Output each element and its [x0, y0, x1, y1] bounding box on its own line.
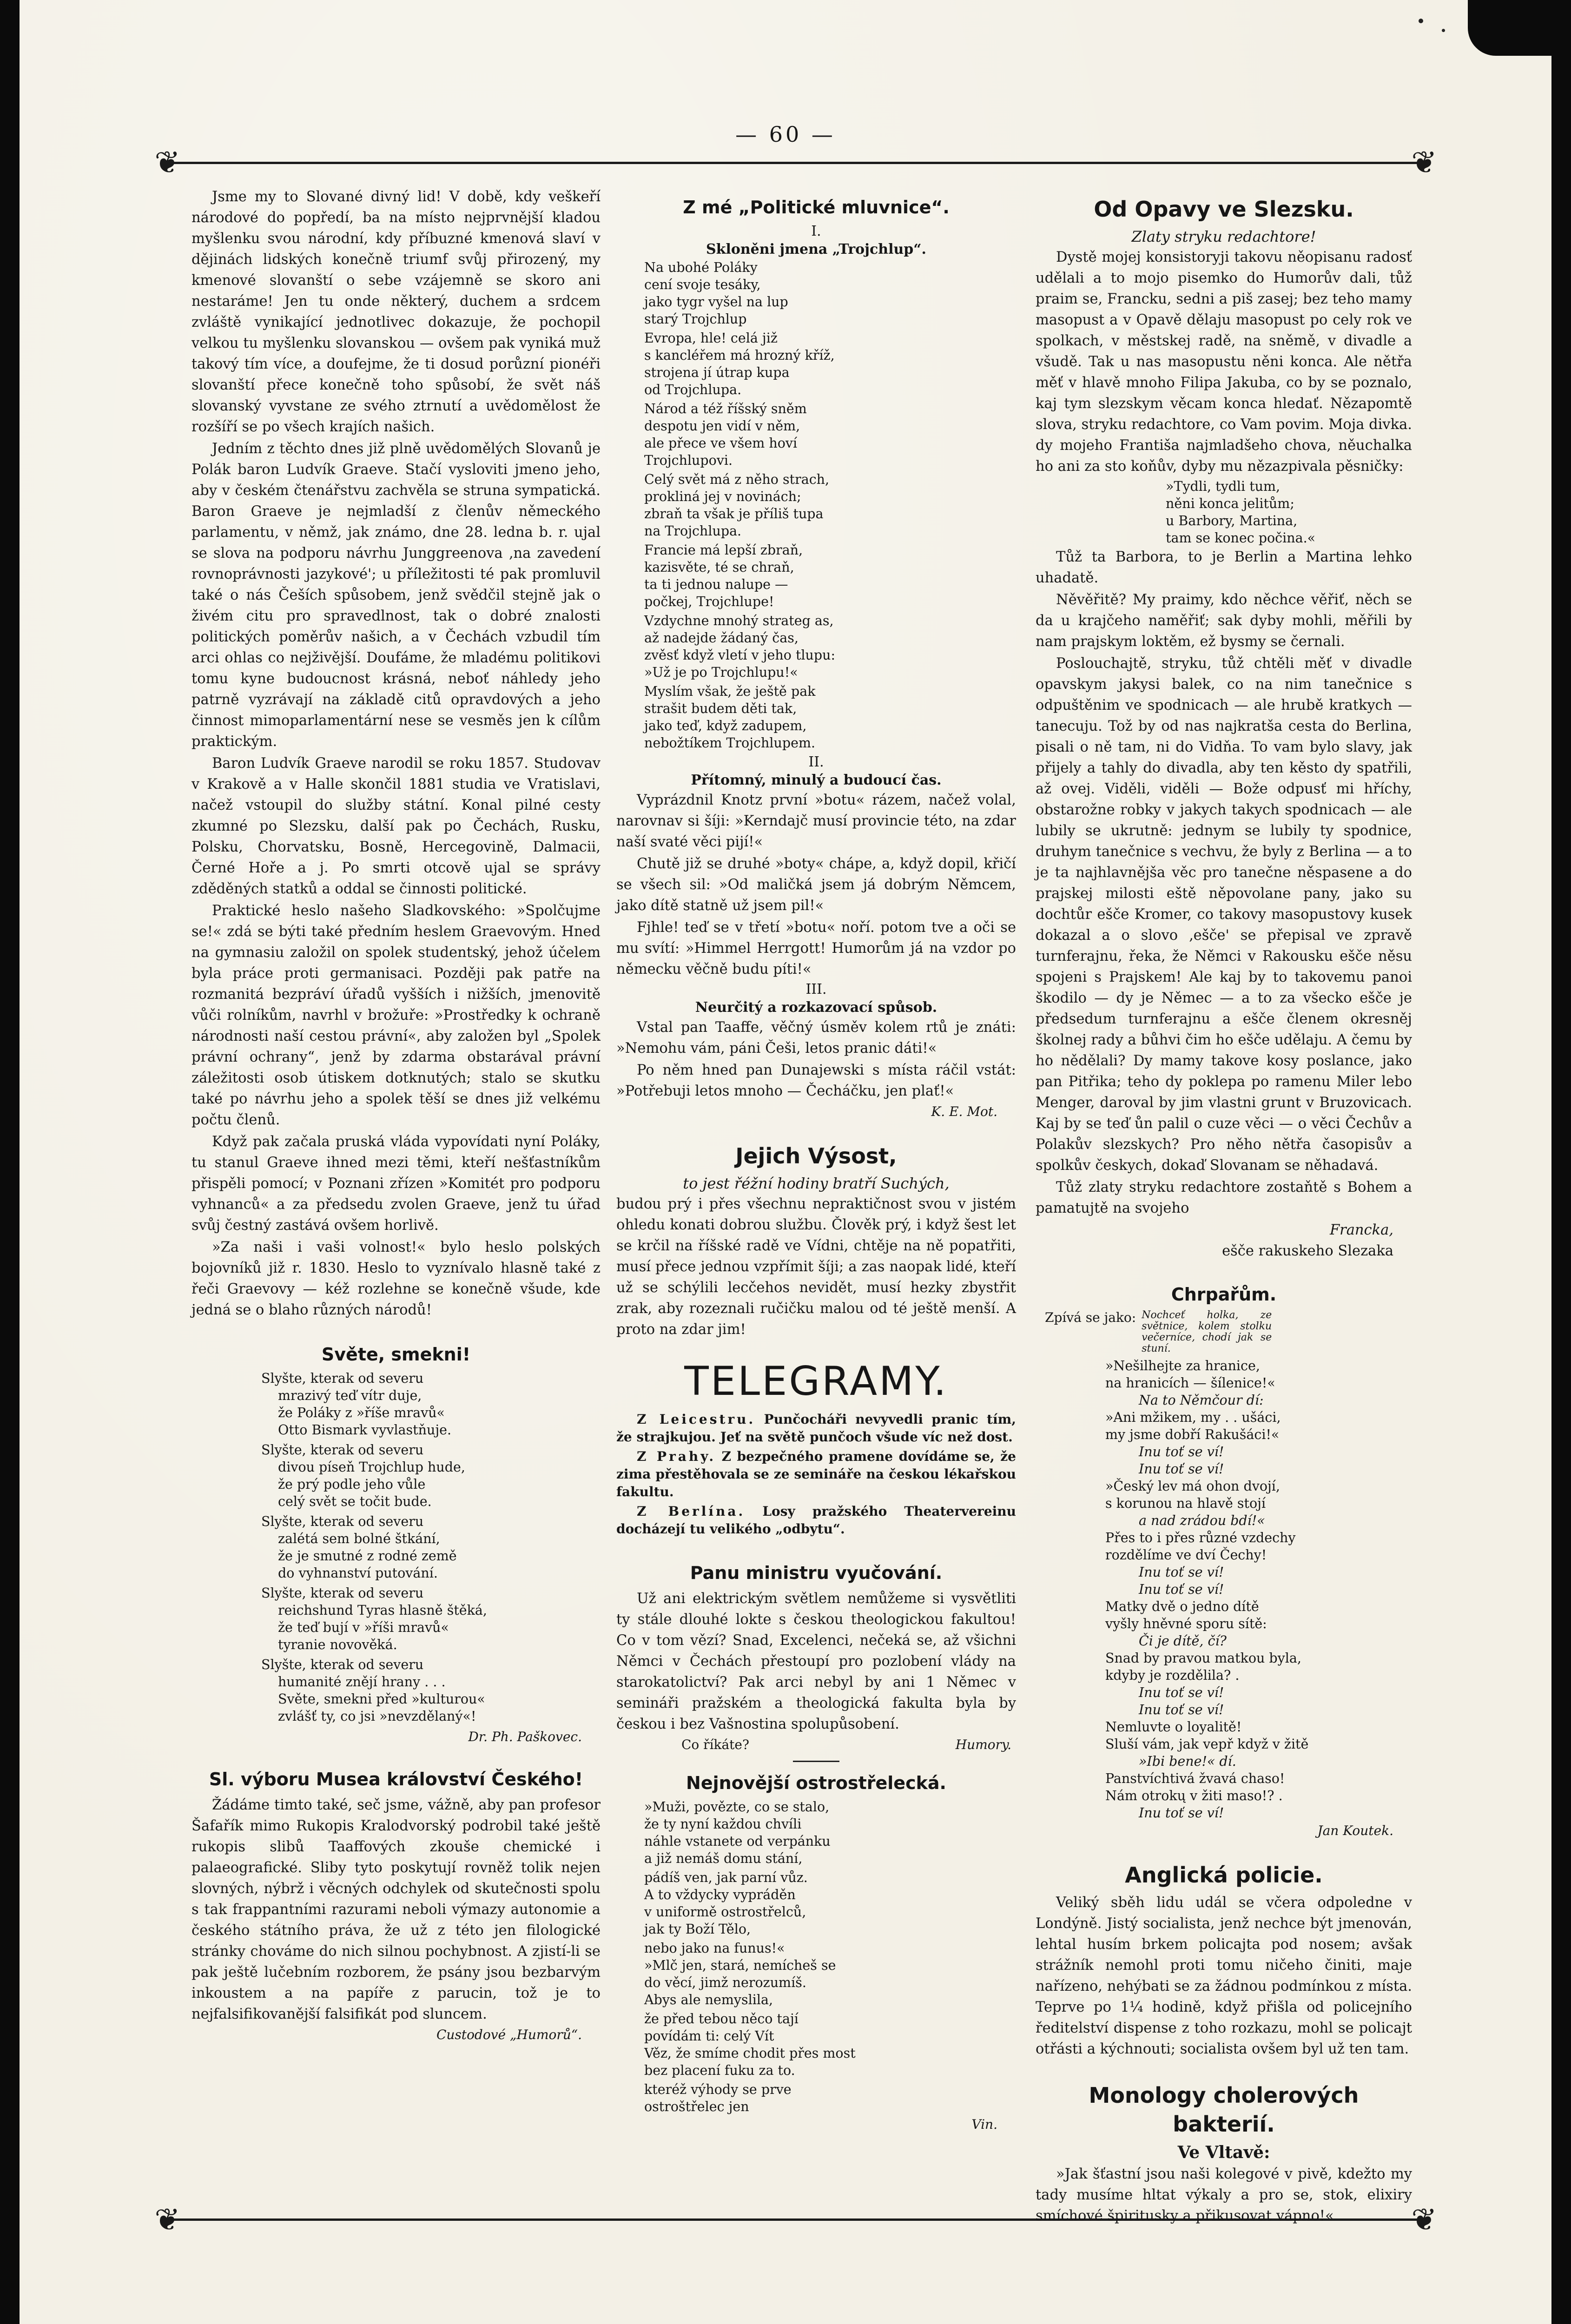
- svete-smekni-poem: [191, 1370, 601, 1725]
- mluvnice-title: Z mé „Politické mluvnice“.: [683, 197, 950, 218]
- song-line: tam se konec počina.«: [1166, 530, 1316, 546]
- poem-line: povídám ti: celý Vít: [644, 2028, 774, 2044]
- ostrostrelecka-title: Nejnovější ostrostřelecká.: [686, 1773, 946, 1793]
- opava-signoff-name: Francka,: [1329, 1222, 1393, 1238]
- poem-line: despotu jen vidí v něm,: [644, 418, 800, 434]
- poem-line: kazisvěte, té se chraň,: [644, 560, 794, 575]
- poem-line: cení svoje tesáky,: [644, 277, 761, 292]
- poem-line: vyšly hněvné sporu sítě:: [1105, 1616, 1267, 1631]
- opava-body-1: [1036, 247, 1412, 477]
- graeve-article: [191, 186, 601, 1320]
- opava-signoff-role: ešče rakuskeho Slezaka: [1222, 1243, 1393, 1259]
- opava-paragraph: Tůž zlaty stryku redachtore zostaňtě s Bohem a pamatujtě na svojeho: [1036, 1179, 1412, 1216]
- ostrostrelecka-poem: [616, 1798, 1016, 2115]
- svete-smekni-title: Světe, smekni!: [321, 1344, 471, 1365]
- article-paragraph: Praktické heslo našeho Sladkovského: »Spolčujme se!« zdá se býti také předním heslem Graevovým. Hned na gymnasiu založil on spolek studentský, jehož účelem byla práce proti germanisaci. Později pak patře na rozmanitá bezpráví úřadů vyšších i nižších, jmenovitě vůči rolníkům, navrhl v brožuře: »Prostředky k ochraně národnosti naší cestou právní«, aby založen byl „Spolek právní ochrany“, jenž by zdarma obstarával právní záležitosti osob útiskem dotknutých; stalo se skutku také po návrhu jeho a spolek těší se dnes již velkému počtu členů.: [191, 903, 601, 1128]
- poem-line: Na to Němčour dí:: [1139, 1393, 1264, 1408]
- poem-line: Světe, smekni před »kulturou«: [278, 1691, 485, 1707]
- article-paragraph: »Za naši i vaši volnost!« bylo heslo polských bojovníků již r. 1830. Heslo to vyznívalo hlasně také z řeči Graevovy — kéž rozlehne se konečně všude, kde jedná se o blaho různých národů!: [191, 1239, 601, 1318]
- song-line: »Tydli, tydli tum,: [1166, 479, 1281, 494]
- poem-line: Věz, že smíme chodit přes most: [644, 2046, 856, 2061]
- telegram-place: Z Berlína.: [637, 1504, 746, 1519]
- mluvnice-section-3-subtitle: Neurčitý a rozkazovací spůsob.: [695, 999, 937, 1016]
- poem-line: »Ani mžikem, my . . ušáci,: [1105, 1410, 1281, 1425]
- ministr-question: Co říkáte?: [681, 1737, 750, 1752]
- poem-line: Národ a též říšský sněm: [644, 401, 807, 416]
- mluvnice-paragraph: Chutě již se druhé »boty« chápe, a, když dopil, křičí se všech sil: »Od maličká jsem já dobrým Němcem, jako dítě statně už jsem pil!«: [616, 856, 1016, 914]
- poem-line: kdyby je rozdělila? .: [1105, 1668, 1240, 1683]
- poem-line: Inu toť se ví!: [1139, 1444, 1224, 1459]
- column-right: [1036, 186, 1412, 2227]
- policie-title: Anglická policie.: [1125, 1862, 1323, 1888]
- poem-line: A to vždycky vypráděn: [644, 1887, 796, 1902]
- poem-line: s kancléřem má hrozný kříž,: [644, 348, 835, 363]
- poem-line: celý svět se točit bude.: [278, 1494, 432, 1509]
- opava-title: Od Opavy ve Slezsku.: [1094, 197, 1354, 222]
- poem-line: Inu toť se ví!: [1139, 1805, 1224, 1821]
- poem-line: nebo jako na funus!«: [644, 1941, 785, 1956]
- poem-stanza: [261, 1656, 601, 1725]
- poem-line: rozdělíme ve dví Čechy!: [1105, 1547, 1267, 1563]
- policie-body: Veliký sběh lidu udál se včera odpoledne v Londýně. Jistý socialista, jenž nechce být jmenován, lehtal husím brkem policajta pod nosem; avšak strážník nemohl proti tomu ničeho činiti, maje nařízeno, nehýbati se za žádnou podmínkou z místa. Teprve po 1¼ hodině, když přišla od policejního ředitelství dispense z toho rozkazu, mohl se policajt otřásti a kýchnouti; socialista ovšem byl už ten tam.: [1036, 1895, 1412, 2057]
- opava-paragraph: Něvěřitě? My praimy, kdo něchce věřiť, něch se da u krajčeho naměřiť; sak dyby mohli, měřili by nam prajskym loktěm, ež bysmy se černali.: [1036, 592, 1412, 650]
- poem-line: že Poláky z »říše mravů«: [278, 1405, 445, 1420]
- poem-line: na Trojchlupa.: [644, 523, 742, 539]
- telegram-place: Z Leicestru.: [637, 1412, 756, 1427]
- opava-paragraph: Tůž ta Barbora, to je Berlin a Martina lehko uhadatě.: [1036, 549, 1412, 586]
- cholera-title: Monology cholerových bakterií.: [1089, 2083, 1359, 2137]
- ministr-body: Už ani elektrickým světlem nemůžeme si vysvětliti ty stále dlouhé lokte s českou theologickou fakultou! Co v tom vězí? Snad, Excelenci, nečeká se, až všichni Němci v Čechách přestoupí pro pozlobení vlády na starokatolictví? Pak arci nebyl by ani 1 Němec v semináři pražském a theologická fakulta byla by českou i bez Vašnostina spolupůsobení.: [616, 1591, 1016, 1732]
- ministr-title: Panu ministru vyučování.: [690, 1563, 943, 1583]
- poem-line: do věcí, jimž nerozumíš.: [644, 1975, 806, 1990]
- telegram-place: Z Prahy.: [637, 1449, 716, 1464]
- mluvnice-section-1-subtitle: Skloněni jmena „Trojchlup“.: [706, 241, 926, 257]
- poem-line: Francie má lepší zbraň,: [644, 542, 803, 558]
- corner-ornament-icon: ❦: [1411, 2202, 1437, 2238]
- ostrostrelecka-signature: Vin.: [971, 2117, 997, 2132]
- chrapum-intro: [1045, 1310, 1412, 1354]
- poem-line: Trojchlupovi.: [644, 453, 733, 468]
- mluvnice-paragraph: Vstal pan Taaffe, věčný úsměv kolem rtů je znáti: »Nemohu vám, páni Češi, letos pranic dáti!«: [616, 1019, 1016, 1056]
- poem-line: Inu toť se ví!: [1139, 1702, 1224, 1717]
- chrapum-signature: Jan Koutek.: [1317, 1823, 1393, 1838]
- chrapum-poem: [1036, 1357, 1412, 1822]
- poem-line: Slyšte, kterak od severu: [261, 1371, 424, 1386]
- poem-line: »Ibi bene!« dí.: [1139, 1754, 1236, 1769]
- poem-line: Myslím však, že ještě pak: [644, 684, 816, 699]
- poem-stanza: [261, 1585, 601, 1653]
- vysost-title: Jejich Výsost,: [735, 1143, 897, 1169]
- corner-ornament-icon: ❦: [154, 145, 180, 180]
- poem-line: prokliná jej v novinách;: [644, 489, 801, 504]
- telegram-item: [616, 1411, 1016, 1446]
- poem-line: Slyšte, kterak od severu: [261, 1585, 424, 1601]
- poem-line: jak ty Boží Tělo,: [644, 1921, 751, 1937]
- poem-line: a nad zrádou bdí!«: [1139, 1513, 1265, 1528]
- poem-line: reichshund Tyras hlasně štěká,: [278, 1603, 487, 1618]
- telegram-item: [616, 1448, 1016, 1501]
- page-corner-shadow: [1468, 0, 1551, 56]
- poem-line: nebožtíkem Trojchlupem.: [644, 735, 816, 751]
- poem-line: ale přece ve všem hoví: [644, 436, 798, 451]
- song-line: u Barbory, Martina,: [1166, 513, 1298, 528]
- telegramy-list: [616, 1411, 1016, 1538]
- chrapum-intro-note: Nochceť holka, ze světnice, kolem stolku večerníce, chodí jak se stuní.: [1142, 1309, 1272, 1354]
- telegramy-title: TELEGRAMY.: [684, 1358, 948, 1405]
- poem-line: až nadejde žádaný čas,: [644, 630, 799, 646]
- poem-line: že prý podle jeho vůle: [278, 1477, 426, 1492]
- poem-line: Snad by pravou matkou byla,: [1105, 1651, 1301, 1666]
- mluvnice-section-1-numeral: I.: [811, 223, 821, 239]
- poem-line: bez placení fuku za to.: [644, 2063, 795, 2078]
- poem-line: strašit budem děti tak,: [644, 701, 797, 716]
- poem-line: Matky dvě o jedno dítě: [1105, 1599, 1259, 1614]
- ministr-footer: [616, 1736, 1016, 1754]
- poem-line: zalétá sem bolné štkání,: [278, 1531, 440, 1546]
- mluvnice-section-2-body: [616, 790, 1016, 980]
- telegram-text: Z bezpečného pramene dovídáme se, že zima přestěhovala se ze semináře na českou lékařskou fakultu.: [616, 1449, 1016, 1499]
- poem-line: Sluší vám, jak vepř když v žitě: [1105, 1736, 1309, 1752]
- mluvnice-section-3-body: [616, 1017, 1016, 1102]
- opava-body-2: [1036, 547, 1412, 1219]
- poem-line: na hranicích — šílenice!«: [1105, 1375, 1275, 1391]
- poem-stanza: [261, 1441, 601, 1510]
- svete-smekni-signature: Dr. Ph. Paškovec.: [468, 1729, 582, 1744]
- corner-ornament-icon: ❦: [154, 2202, 180, 2238]
- poem-line: a již nemáš domu stání,: [644, 1851, 803, 1866]
- poem-line: pádíš ven, jak parní vůz.: [644, 1870, 808, 1885]
- poem-line: »Mlč jen, stará, nemícheš se: [644, 1958, 836, 1973]
- poem-line: Na ubohé Poláky: [644, 260, 758, 275]
- telegram-text: Punčocháři nevyvedli pranic tím, že strajkujou. Jeť na světě punčoch všude víc než dost.: [616, 1412, 1017, 1445]
- poem-line: Slyšte, kterak od severu: [261, 1442, 424, 1458]
- poem-line: divou píseň Trojchlup hude,: [278, 1459, 465, 1475]
- poem-stanza: [261, 1370, 601, 1439]
- poem-line: zvlášť ty, co jsi »nevzdělaný«!: [278, 1709, 476, 1724]
- poem-line: zvěsť když vletí v jeho tlupu:: [644, 647, 836, 663]
- poem-line: Vzdychne mnohý strateg as,: [644, 613, 834, 628]
- vysost-body: budou prý i přes všechnu nepraktičnost svou v jistém ohledu konati dobrou službu. Člověk prý, i když šest let se krčil na říšské radě ve Vídni, chtěje na ně popatřiti, musí přece jednou vzpřímit šíji; a zas naopak lidé, kteří už se schýlili lecčehos nevidět, musí hezky zbystřit zrak, aby rozeznali ručičku malou od té ještě menší. A proto na zdar jim!: [616, 1196, 1016, 1338]
- poem-line: že ty nyní každou chvíli: [644, 1816, 802, 1832]
- poem-line: Inu toť se ví!: [1139, 1461, 1224, 1477]
- poem-line: Abys ale nemyslila,: [644, 1992, 773, 2007]
- article-paragraph: Jedním z těchto dnes již plně uvědomělých Slovanů je Polák baron Ludvík Graeve. Stačí vysloviti jmeno jeho, aby v českém čtenářstvu zachvěla se struna sympatická. Baron Graeve je nejmladší z členův německého parlamentu, v němž, jak známo, dne 28. ledna b. r. ujal se slova na podporu návrhu Junggreenova ‚na zavedení rovnoprávnosti jazykové'; u příležitosti té pak promluvil také o nás Češích spůsobem, jenž svědčil stejně jak o živém citu pro spravedlnost, tak o dobré znalosti politických poměrův našich, a v Čechách vzbudil tím arci ohlas co nejživější. Doufáme, že mladému politikovi tomu kyne budoucnost krásná, neboť náhledy jeho patrně vyzrávají na základě citů opravdových a jeho činnost mimoparlamentární nese se vesměs jen k cílům praktickým.: [191, 441, 601, 750]
- poem-stanza: [261, 1513, 601, 1582]
- mluvnice-signature: K. E. Mot.: [931, 1104, 997, 1119]
- poem-line: Inu toť se ví!: [1139, 1582, 1224, 1597]
- poem-line: počkej, Trojchlupe!: [644, 594, 774, 609]
- ink-speck: [1419, 19, 1423, 23]
- poem-line: ostroštřelec jen: [644, 2099, 749, 2114]
- mluvnice-paragraph: Fjhle! teď se v třetí »botu« noří. potom tve a oči se mu svítí: »Himmel Herrgott! Humorům já na vzdor po německu věčně budu píti!«: [616, 919, 1016, 977]
- poem-line: Přes to i přes různé vzdechy: [1105, 1530, 1296, 1545]
- poem-line: »Nešilhejte za hranice,: [1105, 1358, 1260, 1373]
- museum-title: Sl. výboru Musea království Českého!: [209, 1769, 583, 1789]
- mluvnice-section-3-numeral: III.: [805, 981, 827, 997]
- column-middle: [616, 186, 1016, 2134]
- poem-line: humanité znějí hrany . . .: [278, 1674, 446, 1690]
- poem-line: »Český lev má ohon dvojí,: [1105, 1479, 1280, 1494]
- telegram-item: [616, 1503, 1016, 1538]
- poem-line: že před tebou něco tají: [644, 2011, 799, 2027]
- article-paragraph: Když pak začala pruská vláda vypovídati nyní Poláky, tu stanul Graeve ihned mezi těmi, kteří nešťastníkům přispěli pomocí; v Poznani zřízen »Komitét pro podporu vyhnanců« a za předsedu zvolen Graeve, jenž tu úřad svůj čestný zastává ovšem horlivě.: [191, 1134, 601, 1234]
- newspaper-page: [20, 0, 1551, 2324]
- poem-line: s korunou na hlavě stojí: [1105, 1496, 1266, 1511]
- poem-line: Otto Bismark vyvlastňuje.: [278, 1422, 452, 1438]
- poem-line: Nám otrokų v žiti maso!? .: [1105, 1788, 1283, 1803]
- song-line: něni konca jelitům;: [1166, 496, 1294, 511]
- poem-line: v uniformě ostrostřelců,: [644, 1904, 806, 1920]
- museum-signature: Custodové „Humorů“.: [436, 2027, 582, 2042]
- poem-line: Či je dítě, čí?: [1139, 1633, 1227, 1649]
- poem-line: Slyšte, kterak od severu: [261, 1657, 424, 1672]
- corner-ornament-icon: ❦: [1411, 145, 1437, 180]
- poem-line: že je smutné z rodné země: [278, 1548, 457, 1564]
- article-paragraph: Jsme my to Slované divný lid! V době, kdy veškeří národové do popředí, ba na místo nejprvnější kladou myšlenku svou národní, kdy příbuzné kmenová slaví v dějinách lidských konečně triumf svůj přirozený, my kmenové slovanští o sebe vzájemně se skoro ani nestaráme! Jen tu onde některý, duchem a srdcem zvláště vynikající jednotlivec dokazuje, že pochopil velkou tu myšlenku slovanskou — ovšem pak vyniká muž takový tím více, a doufejme, že ti dosud porůzní pionéři slovanští přece konečně toho spůsobí, že svět náš slovanský vyvstane ze svého ztrnutí a uvědomělost že rozšíří se po všech krajích našich.: [191, 189, 601, 435]
- poem-line: Nemluvte o loyalitě!: [1105, 1719, 1242, 1735]
- page-frame: [154, 145, 1437, 2238]
- article-paragraph: Baron Ludvík Graeve narodil se roku 1857. Studovav v Krakově a v Halle skončil 1881 studia ve Vratislavi, načež vstoupil do služby státní. Konal pilné cesty zkumné po Slezsku, další pak po Čechách, Rusku, Polsku, Chorvatsku, Bosně, Hercegovině, Dalmacii, Černé Hoře a j. Po smrti otcově ujal se správy zděděných statků a oddal se činnosti politické.: [191, 755, 601, 897]
- poem-line: Evropa, hle! celá již: [644, 330, 778, 346]
- mluvnice-section-2-numeral: II.: [808, 754, 824, 770]
- ministr-signature: Humory.: [955, 1737, 1011, 1752]
- mluvnice-section-2-subtitle: Přítomný, minulý a budoucí čas.: [691, 772, 942, 788]
- mluvnice-paragraph: Po něm hned pan Dunajewski s místa ráčil vstát: »Potřebuji letos mnoho — Čecháčku, jen plať!«: [616, 1062, 1016, 1099]
- poem-line: kteréž výhody se prve: [644, 2082, 792, 2097]
- poem-line: strojena jí útrap kupa: [644, 365, 790, 380]
- poem-line: Slyšte, kterak od severu: [261, 1514, 424, 1529]
- poem-line: zbraň ta však je příliš tupa: [644, 506, 824, 522]
- telegram-text: Losy pražského Theatervereinu docházejí tu velikého „odbytu“.: [616, 1504, 1016, 1537]
- museum-body: Žádáme timto také, seč jsme, vážně, aby pan profesor Šafařík mimo Rukopis Kralodvorský podrobil také ještě rukopis slibů Taaffových zkouše chemické i palaeografické. Sliby tyto poskytují rovněž tolik nejen slovných, nýbrž i věcných odchylek od skutečnosti spolu s tak frappantními razurami neboli výmazy autonomie a českého státního práva, že už z této jen filologické stránky chováme do nich silnou pochybnost. A zjistí-li se pak ještě lučebním rozborem, že psány jsou bezbarvým inkoustem a na papíře z parucin, tož je to nejfalsifikovanější falsifikát pod sluncem.: [191, 1797, 601, 2022]
- poem-line: jako tygr vyšel na lup: [644, 294, 788, 310]
- opava-paragraph: Dystě mojej konsistoryji takovu něopisanu radosť udělali a to mojo pisemko do Humorův dali, tůž praim se, Francku, sedni a piš zasej; bez teho mamy masopust a v Opavě dělaju masopust po cely rok ve spolkach, v městskej radě, na sněmě, v divadle a všudě. Tak u nas masopustu něni konca. Ale nětřa měť v hlavě mnoho Filipa Jakuba, co by se poznalo, kaj tym slezskym věcam konca hledať. Nězapomtě slova, stryku redachtore, co Vam povim. Moja divka. dy mojeho Františa najmladšeho chova, něuchalka ho ani za sto koňův, dyby mu nězazpivala pěsničky:: [1036, 249, 1412, 475]
- poem-line: mrazivý teď vítr duje,: [278, 1388, 422, 1403]
- cholera-body: »Jak šťastní jsou naši kolegové v pivě, kdežto my tady musíme hltat výkaly a pro se, stok, elixiry smíchové špiritusky a přikusovat vápno!«: [1036, 2166, 1412, 2224]
- chrapum-title: Chrpařům.: [1171, 1284, 1277, 1305]
- poem-line: Panstvíchtivá žvavá chaso!: [1105, 1771, 1285, 1786]
- column-left: [191, 186, 601, 2044]
- opava-salutation: Zlaty stryku redachtore!: [1131, 228, 1316, 245]
- trojchlup-poem: [616, 259, 1016, 752]
- section-divider: [793, 1761, 839, 1762]
- opava-paragraph: Poslouchajtě, stryku, tůž chtěli měť v divadle opavskym jakysi balek, co na nim tanečnice s odpuštěnim ve spodnicach — ale hrubě kratkych — tanecuju. Tož by od nas najkratša cesta do Berlina, pisali o ně tam, ni do Vidňa. To vam bylo slavy, jak přijely a tahly do divadla, aby ten kěsto dy spatřili, až ovej. Viděli, viděli — Bože odpusť mi hříchy, obstarožne robky v jakych takych spodnicach — ale lubily se ukrutně: jednym se lubily ty spodnice, druhym tanečnice s vechvu, že byly z Berlina — a to je ta najhlavnějša věc pro tanečne něspasene a do prajskej milosti eště něpovolane pany, jako su dochtůr ešče Kromer, co takovy masopustovy kusek dokazal a o slovo ‚ešče' se přepisal ve zpravě turnferajnu, řeka, že Němci v Rakousku ešče něsu spojeni s Prajskem! Ale kaj by to takovemu panoi škodilo — dy je Němec — a to za všecko ešče je předsedum turnferajnu a ešče členem okresněj školnej rady a bůhvi čim ho ešče udělaju. A čemu by ho nědělali? Dy mamy takove kosy poslance, jako pan Pitřika; teho dy poklepa po ramenu Miler lebo Menger, daroval by jim vlastni grunt v Bruzovicach. Kaj by se teď ůn palil o cuze věci — o věci Čechův a Polakův slezskych? Pro něho nětřa časopisův a spolkův českych, dokaď Slovanam se něhadavá.: [1036, 655, 1412, 1174]
- poem-line: jako teď, když zadupem,: [644, 718, 807, 733]
- opava-song: [1036, 478, 1412, 547]
- vysost-subtitle: to jest řéžní hodiny bratří Suchých,: [683, 1175, 950, 1192]
- poem-line: starý Trojchlup: [644, 311, 747, 327]
- poem-line: »Už je po Trojchlupu!«: [644, 665, 798, 680]
- poem-line: tyranie novověká.: [278, 1637, 397, 1652]
- page-number: — 60 —: [735, 122, 836, 147]
- poem-line: Celý svět má z něho strach,: [644, 472, 830, 487]
- poem-line: že teď bují v »říši mravů«: [278, 1620, 449, 1635]
- poem-line: »Muži, povězte, co se stalo,: [644, 1799, 830, 1815]
- poem-line: náhle vstanete od verpánku: [644, 1834, 831, 1849]
- cholera-subtitle: Ve Vltavě:: [1177, 2143, 1270, 2162]
- ink-speck: [1442, 29, 1445, 32]
- poem-line: od Trojchlupa.: [644, 382, 742, 397]
- mluvnice-paragraph: Vyprázdnil Knotz první »botu« rázem, načež volal, narovnav si šíji: »Kerndajč musí provincie této, na zdar naší svaté věci pijí!«: [616, 792, 1016, 850]
- chrapum-intro-lead: Zpívá se jako:: [1045, 1310, 1136, 1325]
- poem-line: ta ti jednou nalupe —: [644, 577, 788, 592]
- poem-line: Inu toť se ví!: [1139, 1565, 1224, 1580]
- poem-line: my jsme dobří Rakušáci!«: [1105, 1427, 1280, 1442]
- poem-line: do vyhnanství putování.: [278, 1565, 438, 1581]
- poem-line: Inu toť se ví!: [1139, 1685, 1224, 1700]
